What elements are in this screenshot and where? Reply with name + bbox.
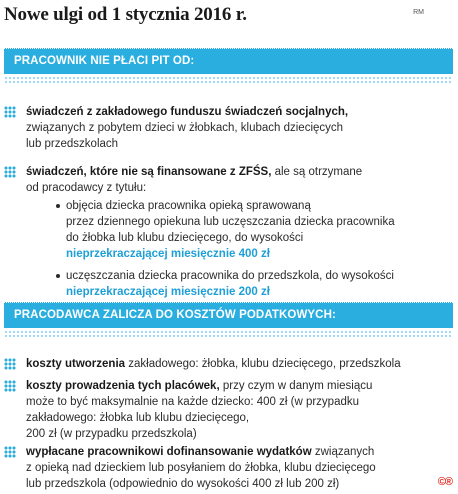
item-text: lub przedszkolach — [26, 138, 119, 150]
sub-list-item — [56, 198, 448, 266]
sub-item-text: uczęszczania dziecka pracownika do przedszkola, do wysokości — [66, 270, 394, 282]
list-item — [4, 104, 453, 156]
item-text: z opieką nad dzieckiem lub posyłaniem do żłobka, klubu dziecięcego — [26, 462, 376, 474]
page-title: Nowe ulgi od 1 stycznia 2016 r. — [4, 4, 247, 25]
round-bullet-icon — [56, 274, 60, 278]
list-item — [4, 444, 453, 494]
item-bold-text: wypłacane pracownikowi dofinansowanie wydatków — [26, 446, 312, 458]
dotted-divider — [4, 76, 453, 84]
item-text: od pracodawcy z tytułu: — [26, 182, 147, 194]
item-bold-text: koszty prowadzenia tych placówek, — [26, 380, 220, 392]
section-label: PRACOWNIK NIE PŁACI PIT OD: — [14, 55, 195, 67]
item-text: zakładowego: żłobka lub klubu dziecięcego, — [26, 412, 250, 424]
section-header-pit — [4, 48, 453, 74]
dot-grid-bullet-icon — [4, 358, 16, 370]
sub-item-text: do żłobka lub klubu dziecięcego, do wysokości — [66, 232, 304, 244]
sub-item-text: przez dziennego opiekuna lub uczęszczania dziecka pracownika — [66, 216, 395, 228]
item-text: związanych — [311, 446, 375, 458]
highlight-text: nieprzekraczającej miesięcznie 400 zł — [66, 248, 270, 260]
sub-list-item — [56, 268, 448, 302]
dot-grid-bullet-icon — [4, 380, 16, 392]
author-credit: RM — [413, 9, 424, 16]
round-bullet-icon — [56, 204, 60, 208]
highlight-text: nieprzekraczającej miesięcznie 200 zł — [66, 286, 270, 298]
section-label: PRACODAWCA ZALICZA DO KOSZTÓW PODATKOWYCH: — [14, 309, 336, 321]
item-text: może to być maksymalnie na każde dziecko: 400 zł (w przypadku — [26, 396, 360, 408]
list-item — [4, 164, 453, 200]
sub-item-text: objęcia dziecka pracownika opieką sprawowaną — [66, 200, 311, 212]
item-bold-text: świadczeń z zakładowego funduszu świadczeń socjalnych, — [26, 106, 349, 118]
item-text: zakładowego: żłobka, klubu dziecięcego, przedszkola — [125, 358, 401, 370]
dot-grid-bullet-icon — [4, 166, 16, 178]
item-text: 200 zł (w przypadku przedszkola) — [26, 428, 197, 440]
dot-grid-bullet-icon — [4, 106, 16, 118]
section-header-costs — [4, 302, 453, 328]
item-text: ale są otrzymane — [271, 166, 363, 178]
item-text: przy czym w danym miesiącu — [219, 380, 373, 392]
dotted-divider — [4, 330, 453, 338]
item-bold-text: świadczeń, które nie są finansowane z ZFŚS, — [26, 166, 272, 178]
dot-grid-bullet-icon — [4, 446, 16, 458]
copyright-mark-icon: ©® — [437, 476, 452, 488]
item-text: związanych z pobytem dzieci w żłobkach, klubach dziecięcych — [26, 122, 344, 134]
item-text: lub przedszkola (odpowiednio do wysokości 400 zł lub 200 zł) — [26, 478, 340, 490]
list-item — [4, 356, 453, 374]
item-bold-text: koszty utworzenia — [26, 358, 126, 370]
list-item — [4, 378, 453, 444]
